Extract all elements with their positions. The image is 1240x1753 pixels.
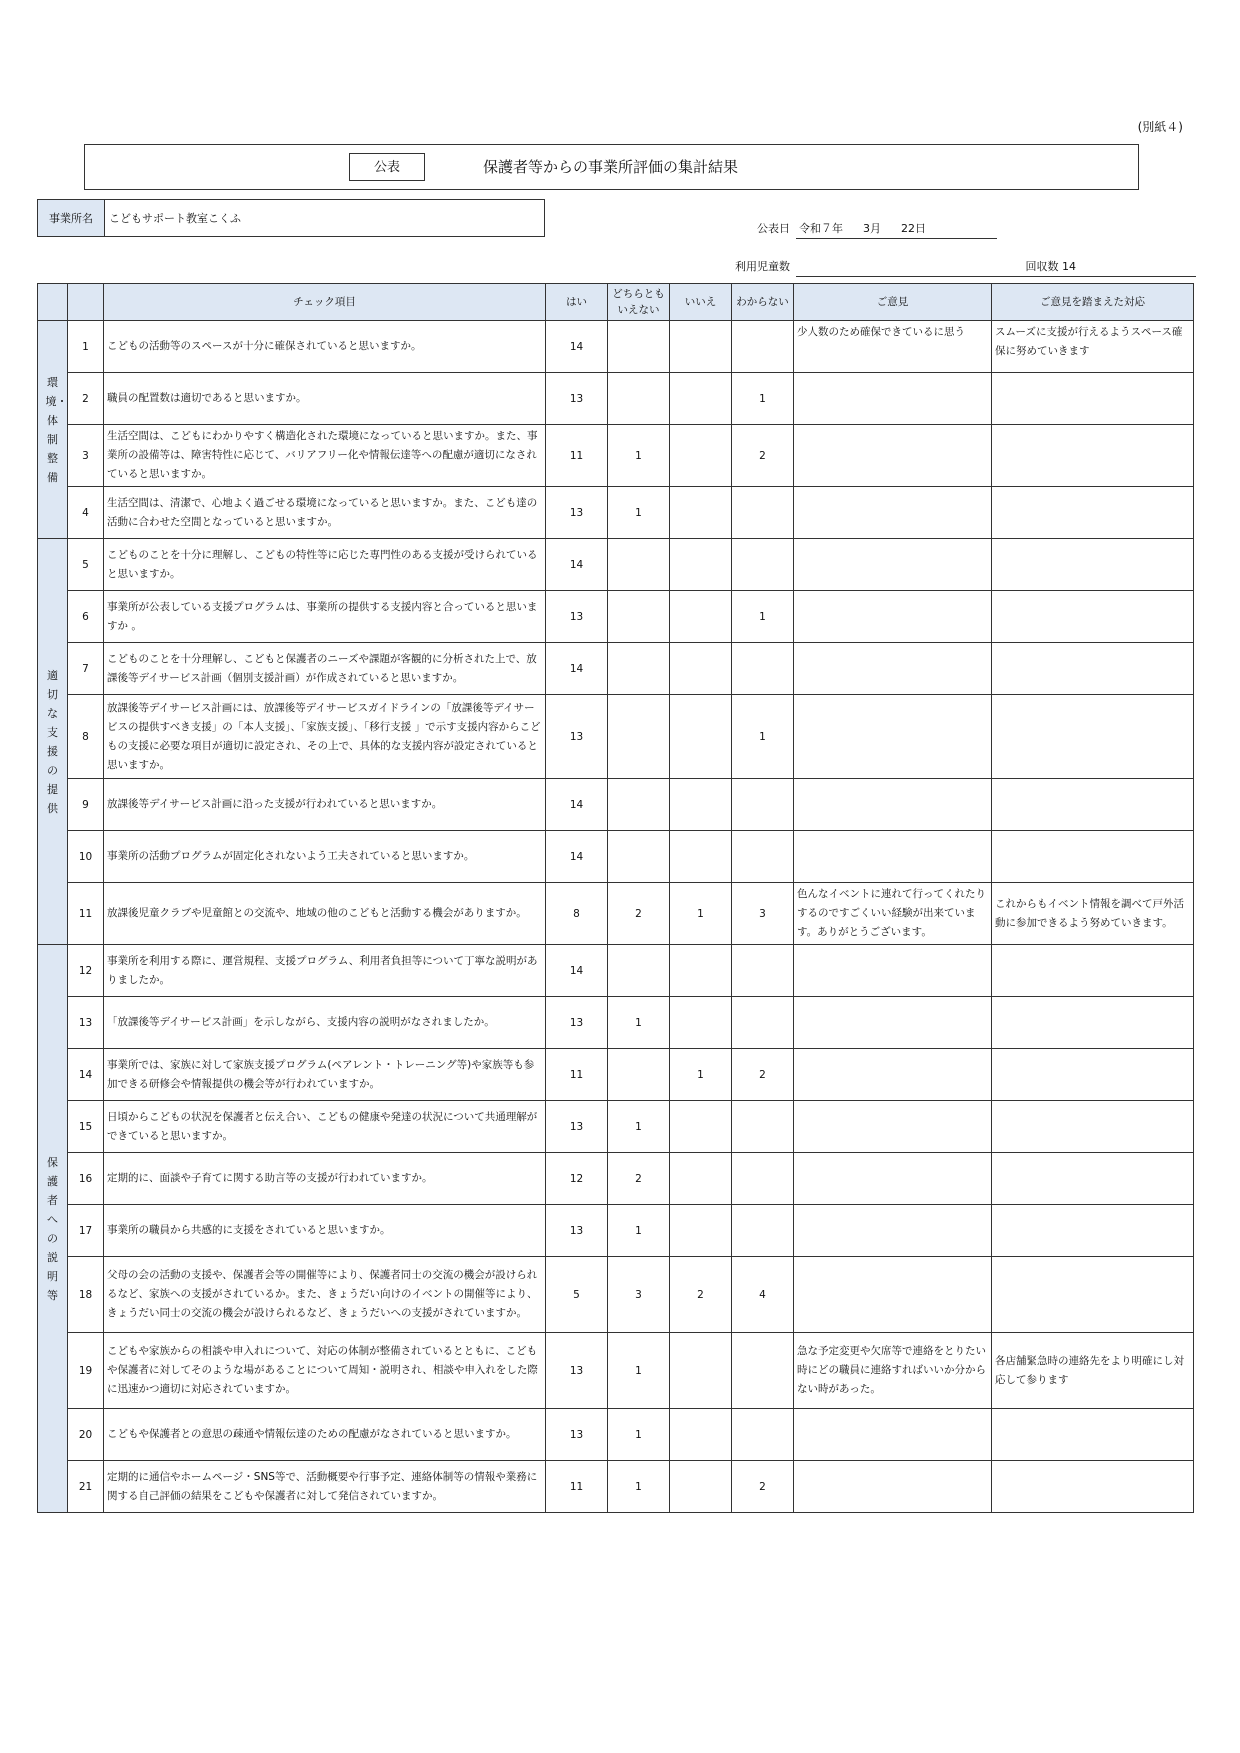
count-neither	[608, 373, 670, 425]
table-row	[38, 591, 1194, 643]
publish-date-day: 22日	[901, 222, 926, 235]
check-item: 事業所を利用する際に、運営規程、支援プログラム、利用者負担等について丁寧な説明がありましたか。	[104, 945, 546, 997]
count-unknown	[732, 1205, 794, 1257]
count-no	[670, 373, 732, 425]
response-cell	[992, 643, 1194, 695]
count-unknown: 3	[732, 883, 794, 945]
category-label: 環境・体制整備	[45, 375, 68, 484]
count-unknown: 1	[732, 373, 794, 425]
response-cell	[992, 695, 1194, 779]
check-item: こどもや家族からの相談や申入れについて、対応の体制が整備されているとともに、こどもや保護者に対してそのような場があることについて周知・説明され、相談や申入れをした際に迅速かつ適切に対応されていますか。	[104, 1333, 546, 1409]
opinion-cell	[794, 425, 992, 487]
count-yes: 13	[546, 1409, 608, 1461]
item-number: 12	[68, 945, 104, 997]
response-cell: スムーズに支援が行えるようスペース確保に努めていきます	[992, 321, 1194, 373]
response-cell	[992, 831, 1194, 883]
opinion-cell	[794, 373, 992, 425]
item-number: 8	[68, 695, 104, 779]
count-no	[670, 779, 732, 831]
item-number: 2	[68, 373, 104, 425]
page-title: 保護者等からの事業所評価の集計結果	[483, 158, 739, 176]
count-yes: 11	[546, 1461, 608, 1513]
count-no	[670, 945, 732, 997]
count-no	[670, 1461, 732, 1513]
count-yes: 14	[546, 321, 608, 373]
count-no: 2	[670, 1257, 732, 1333]
count-unknown	[732, 487, 794, 539]
opinion-cell	[794, 1205, 992, 1257]
table-row	[38, 997, 1194, 1049]
count-no	[670, 831, 732, 883]
count-yes: 11	[546, 425, 608, 487]
response-cell	[992, 997, 1194, 1049]
table-row	[38, 1101, 1194, 1153]
table-row	[38, 321, 1194, 373]
item-number: 18	[68, 1257, 104, 1333]
count-yes: 14	[546, 539, 608, 591]
check-item: 「放課後等デイサービス計画」を示しながら、支援内容の説明がなされましたか。	[104, 997, 546, 1049]
count-unknown	[732, 945, 794, 997]
item-number: 10	[68, 831, 104, 883]
check-item: こどもや保護者との意思の疎通や情報伝達のための配慮がなされていると思いますか。	[104, 1409, 546, 1461]
facility-label: 事業所名	[38, 200, 105, 236]
check-item: 事業所の活動プログラムが固定化されないよう工夫されていると思いますか。	[104, 831, 546, 883]
category-label: 保護者への説明等	[47, 1155, 58, 1302]
count-neither: 1	[608, 425, 670, 487]
table-row	[38, 487, 1194, 539]
collected-count: 回収数 14	[796, 258, 1196, 277]
table-row	[38, 1257, 1194, 1333]
count-yes: 13	[546, 487, 608, 539]
opinion-cell	[794, 831, 992, 883]
count-no	[670, 1205, 732, 1257]
count-unknown	[732, 1153, 794, 1205]
table-row	[38, 945, 1194, 997]
count-yes: 13	[546, 1333, 608, 1409]
opinion-cell	[794, 779, 992, 831]
item-number: 4	[68, 487, 104, 539]
count-neither: 1	[608, 1205, 670, 1257]
table-row	[38, 695, 1194, 779]
response-cell	[992, 779, 1194, 831]
check-item: 事業所の職員から共感的に支援をされていると思いますか。	[104, 1205, 546, 1257]
response-cell	[992, 591, 1194, 643]
check-item: 日頃からこどもの状況を保護者と伝え合い、こどもの健康や発達の状況について共通理解ができていると思いますか。	[104, 1101, 546, 1153]
opinion-cell	[794, 1461, 992, 1513]
count-unknown: 4	[732, 1257, 794, 1333]
header-category	[38, 284, 68, 321]
count-no	[670, 539, 732, 591]
table-row	[38, 1333, 1194, 1409]
count-no	[670, 643, 732, 695]
response-cell	[992, 1205, 1194, 1257]
response-cell	[992, 1101, 1194, 1153]
count-neither	[608, 831, 670, 883]
evaluation-table	[37, 283, 1194, 1513]
count-yes: 13	[546, 695, 608, 779]
check-item: 放課後等デイサービス計画に沿った支援が行われていると思いますか。	[104, 779, 546, 831]
count-unknown: 1	[732, 695, 794, 779]
count-unknown: 2	[732, 1461, 794, 1513]
header-check: チェック項目	[104, 284, 546, 321]
count-yes: 5	[546, 1257, 608, 1333]
count-unknown	[732, 997, 794, 1049]
check-item: 放課後等デイサービス計画には、放課後等デイサービスガイドラインの「放課後等デイサービスの提供すべき支援」の「本人支援」、「家族支援」、「移行支援 」で示す支援内容からこどもの支援に必要な項目が適切に設定され、その上で、具体的な支援内容が設定されていると思いますか。	[104, 695, 546, 779]
item-number: 7	[68, 643, 104, 695]
table-row	[38, 831, 1194, 883]
category-cell	[38, 539, 68, 945]
response-cell	[992, 1409, 1194, 1461]
item-number: 1	[68, 321, 104, 373]
item-number: 3	[68, 425, 104, 487]
response-cell	[992, 945, 1194, 997]
count-neither: 1	[608, 1461, 670, 1513]
response-cell	[992, 1257, 1194, 1333]
count-unknown: 2	[732, 425, 794, 487]
count-yes: 14	[546, 643, 608, 695]
count-neither	[608, 779, 670, 831]
opinion-cell	[794, 1257, 992, 1333]
title-box	[84, 144, 1139, 190]
item-number: 9	[68, 779, 104, 831]
count-no	[670, 997, 732, 1049]
count-yes: 13	[546, 1101, 608, 1153]
count-no	[670, 695, 732, 779]
opinion-cell	[794, 539, 992, 591]
item-number: 14	[68, 1049, 104, 1101]
count-no	[670, 321, 732, 373]
count-unknown	[732, 779, 794, 831]
table-row	[38, 1205, 1194, 1257]
response-cell	[992, 373, 1194, 425]
count-neither	[608, 321, 670, 373]
count-unknown	[732, 1333, 794, 1409]
opinion-cell	[794, 1049, 992, 1101]
check-item: 父母の会の活動の支援や、保護者会等の開催等により、保護者同士の交流の機会が設けられるなど、家族への支援がされているか。また、きょうだい向けのイベントの開催等により、きょうだい同士の交流の機会が設けられるなど、きょうだいへの支援がされていますか。	[104, 1257, 546, 1333]
attachment-label: (別紙４)	[1137, 120, 1183, 134]
table-row	[38, 779, 1194, 831]
table-row	[38, 539, 1194, 591]
publish-date-month: 3月	[863, 222, 881, 235]
publish-date-label: 公表日	[757, 222, 790, 235]
check-item: 生活空間は、こどもにわかりやすく構造化された環境になっていると思いますか。また、事業所の設備等は、障害特性に応じて、バリアフリー化や情報伝達等への配慮が適切になされていると思いますか。	[104, 425, 546, 487]
facility-name: こどもサポート教室こくふ	[109, 212, 241, 225]
response-cell: これからもイベント情報を調べて戸外活動に参加できるよう努めていきます。	[992, 883, 1194, 945]
check-item: 事業所では、家族に対して家族支援プログラム(ペアレント・トレーニング等)や家族等も参加できる研修会や情報提供の機会等が行われていますか。	[104, 1049, 546, 1101]
count-yes: 14	[546, 831, 608, 883]
item-number: 20	[68, 1409, 104, 1461]
count-neither: 1	[608, 997, 670, 1049]
count-neither	[608, 539, 670, 591]
item-number: 19	[68, 1333, 104, 1409]
count-yes: 13	[546, 591, 608, 643]
opinion-cell	[794, 1101, 992, 1153]
response-cell	[992, 1153, 1194, 1205]
counts-line	[735, 258, 1196, 277]
publish-badge: 公表	[349, 153, 425, 181]
item-number: 16	[68, 1153, 104, 1205]
opinion-cell: 色んなイベントに連れて行ってくれたりするのですごくいい経験が出来ています。ありがとうございます。	[794, 883, 992, 945]
count-yes: 13	[546, 997, 608, 1049]
count-neither	[608, 1049, 670, 1101]
item-number: 11	[68, 883, 104, 945]
count-neither	[608, 591, 670, 643]
count-unknown	[732, 1409, 794, 1461]
check-item: こどもの活動等のスペースが十分に確保されていると思いますか。	[104, 321, 546, 373]
item-number: 17	[68, 1205, 104, 1257]
category-label: 適切な支援の提供	[47, 668, 58, 815]
count-no	[670, 1101, 732, 1153]
header-yes: はい	[546, 284, 608, 321]
count-yes: 12	[546, 1153, 608, 1205]
count-no	[670, 1153, 732, 1205]
opinion-cell	[794, 1409, 992, 1461]
publish-date	[757, 220, 997, 239]
count-no	[670, 487, 732, 539]
count-yes: 13	[546, 373, 608, 425]
count-neither: 1	[608, 1101, 670, 1153]
check-item: 職員の配置数は適切であると思いますか。	[104, 373, 546, 425]
count-yes: 11	[546, 1049, 608, 1101]
opinion-cell: 少人数のため確保できているに思う	[794, 321, 992, 373]
opinion-cell	[794, 643, 992, 695]
header-opinion: ご意見	[794, 284, 992, 321]
count-yes: 14	[546, 779, 608, 831]
count-no	[670, 1409, 732, 1461]
count-yes: 13	[546, 1205, 608, 1257]
count-neither	[608, 643, 670, 695]
category-cell	[38, 321, 68, 539]
item-number: 15	[68, 1101, 104, 1153]
response-cell	[992, 425, 1194, 487]
count-neither: 2	[608, 883, 670, 945]
check-item: 生活空間は、清潔で、心地よく過ごせる環境になっていると思いますか。また、こども達の活動に合わせた空間となっていると思いますか。	[104, 487, 546, 539]
category-cell	[38, 945, 68, 1513]
table-row	[38, 883, 1194, 945]
opinion-cell: 急な予定変更や欠席等で連絡をとりたい時にどの職員に連絡すればいいか分からない時があった。	[794, 1333, 992, 1409]
response-cell	[992, 539, 1194, 591]
response-cell	[992, 487, 1194, 539]
response-cell	[992, 1461, 1194, 1513]
count-yes: 8	[546, 883, 608, 945]
count-neither: 3	[608, 1257, 670, 1333]
count-neither: 1	[608, 1333, 670, 1409]
item-number: 13	[68, 997, 104, 1049]
table-row	[38, 1049, 1194, 1101]
users-label: 利用児童数	[735, 260, 790, 273]
publish-date-era: 令和７年	[799, 222, 843, 235]
check-item: こどものことを十分に理解し、こどもの特性等に応じた専門性のある支援が受けられていると思いますか。	[104, 539, 546, 591]
opinion-cell	[794, 945, 992, 997]
count-unknown: 1	[732, 591, 794, 643]
count-neither: 2	[608, 1153, 670, 1205]
publish-date-value	[796, 220, 997, 239]
opinion-cell	[794, 997, 992, 1049]
opinion-cell	[794, 591, 992, 643]
count-unknown	[732, 831, 794, 883]
item-number: 6	[68, 591, 104, 643]
count-unknown	[732, 1101, 794, 1153]
table-row	[38, 425, 1194, 487]
count-no	[670, 1333, 732, 1409]
check-item: 放課後児童クラブや児童館との交流や、地域の他のこどもと活動する機会がありますか。	[104, 883, 546, 945]
count-unknown	[732, 321, 794, 373]
header-no: いいえ	[670, 284, 732, 321]
response-cell: 各店舗緊急時の連絡先をより明確にし対応して参ります	[992, 1333, 1194, 1409]
check-item: こどものことを十分理解し、こどもと保護者のニーズや課題が客観的に分析された上で、放課後等デイサービス計画（個別支援計画）が作成されていると思いますか。	[104, 643, 546, 695]
count-no: 1	[670, 883, 732, 945]
check-item: 事業所が公表している支援プログラムは、事業所の提供する支援内容と合っていると思いますか 。	[104, 591, 546, 643]
header-unknown: わからない	[732, 284, 794, 321]
header-response: ご意見を踏まえた対応	[992, 284, 1194, 321]
item-number: 21	[68, 1461, 104, 1513]
table-row	[38, 643, 1194, 695]
facility-box	[37, 199, 545, 237]
table-row	[38, 1153, 1194, 1205]
opinion-cell	[794, 695, 992, 779]
count-neither: 1	[608, 487, 670, 539]
header-row	[38, 284, 1194, 321]
count-unknown: 2	[732, 1049, 794, 1101]
table-row	[38, 1409, 1194, 1461]
count-neither	[608, 945, 670, 997]
header-number	[68, 284, 104, 321]
count-no	[670, 425, 732, 487]
opinion-cell	[794, 1153, 992, 1205]
count-neither	[608, 695, 670, 779]
opinion-cell	[794, 487, 992, 539]
count-unknown	[732, 539, 794, 591]
check-item: 定期的に通信やホームページ・SNS等で、活動概要や行事予定、連絡体制等の情報や業務に関する自己評価の結果をこどもや保護者に対して発信されていますか。	[104, 1461, 546, 1513]
response-cell	[992, 1049, 1194, 1101]
count-no: 1	[670, 1049, 732, 1101]
count-unknown	[732, 643, 794, 695]
count-yes: 14	[546, 945, 608, 997]
count-neither: 1	[608, 1409, 670, 1461]
item-number: 5	[68, 539, 104, 591]
header-neither: どちらとも いえない	[608, 284, 670, 321]
table-row	[38, 1461, 1194, 1513]
check-item: 定期的に、面談や子育てに関する助言等の支援が行われていますか。	[104, 1153, 546, 1205]
table-row	[38, 373, 1194, 425]
count-no	[670, 591, 732, 643]
